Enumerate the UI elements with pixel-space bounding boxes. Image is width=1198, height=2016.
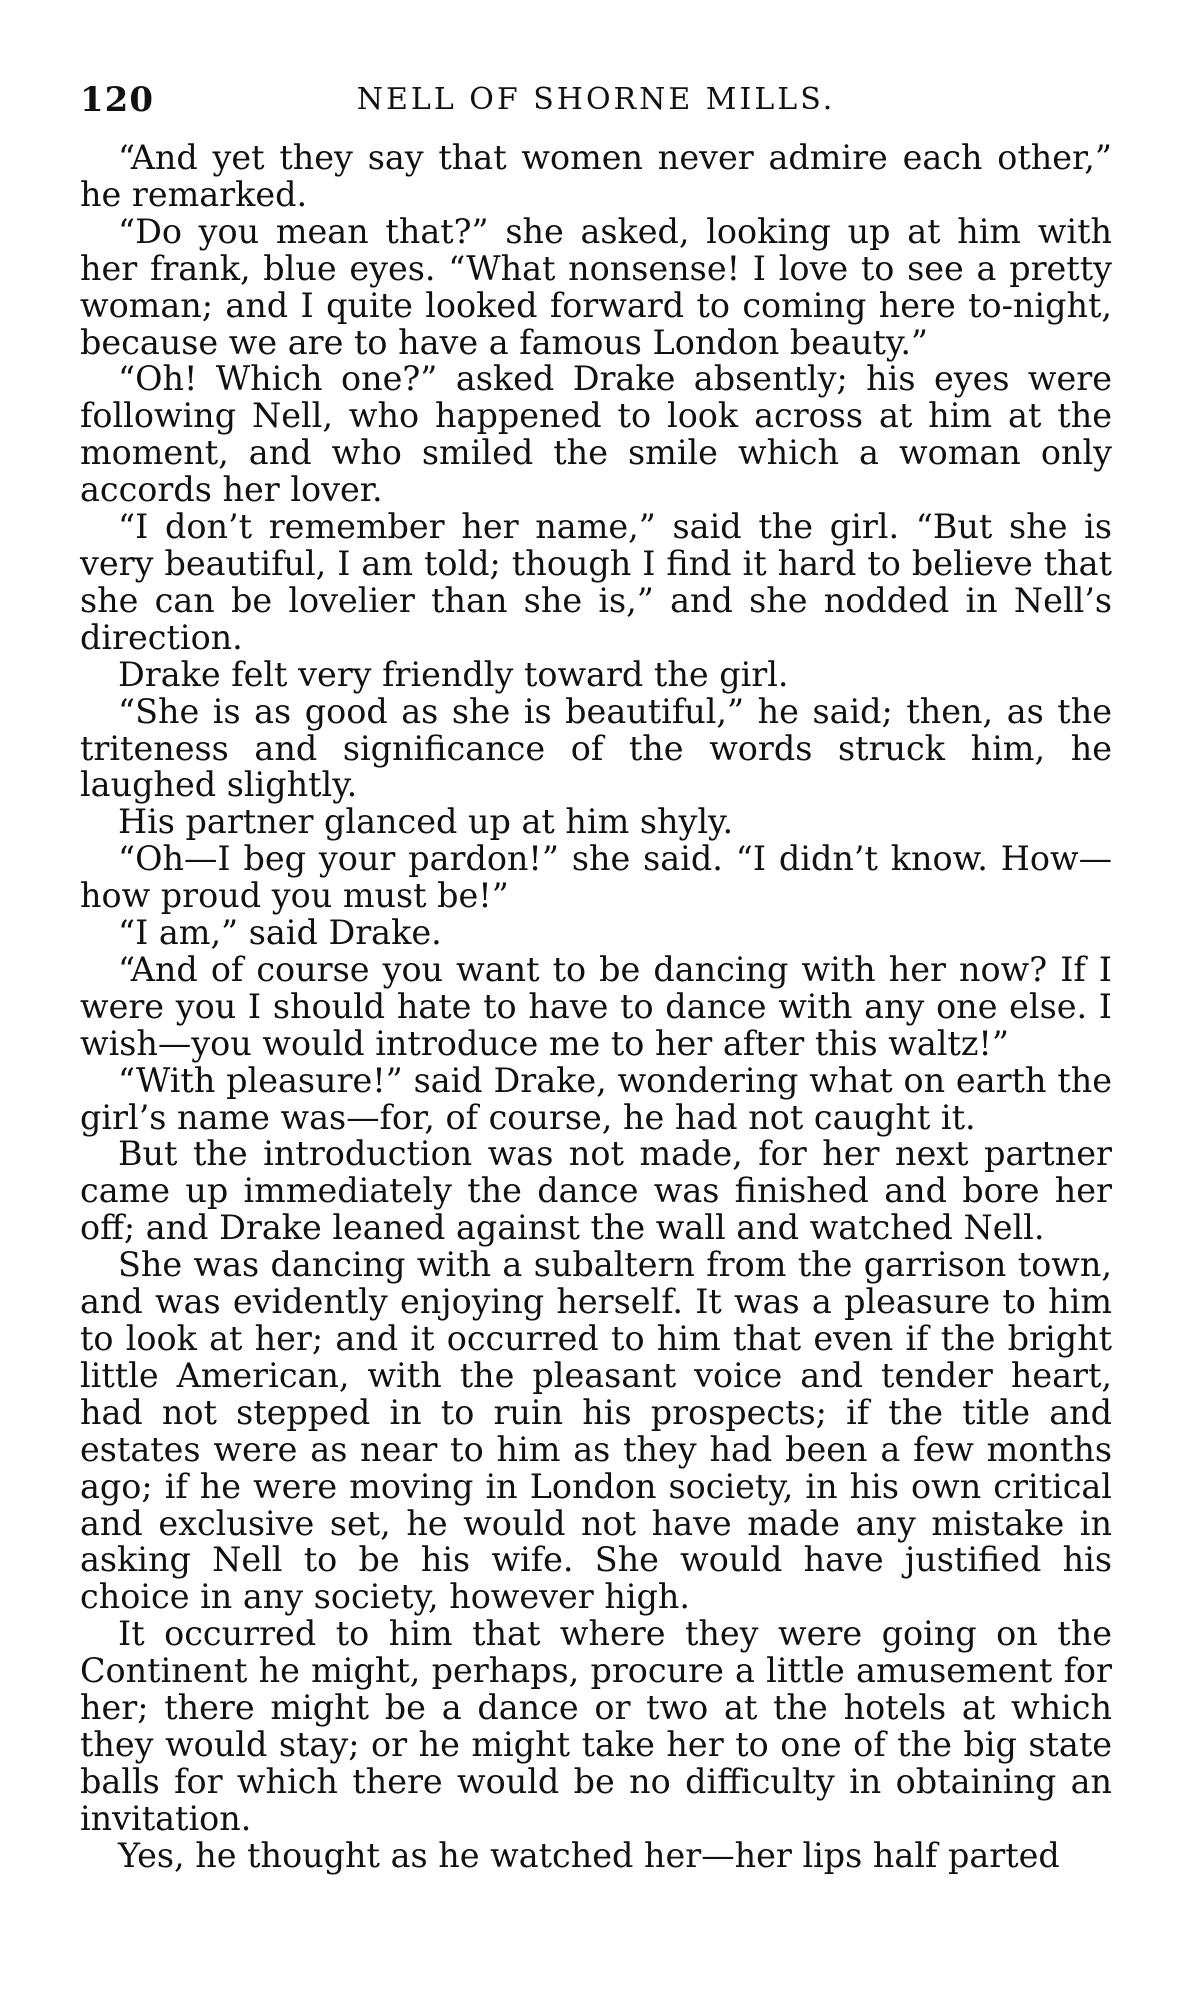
paragraph: “Do you mean that?” she asked, looking up at him with her frank, blue eyes. “What nonsense! I love to see a pretty woman; and I quite looked forward to coming here to-night, because we are to have a famous London beauty.” [80,211,1112,362]
paragraph: “She is as good as she is beautiful,” he said; then, as the triteness and significance of the words struck him, he laughed slightly. [80,691,1112,805]
paragraph: “And of course you want to be dancing with her now? If I were you I should hate to have to dance with any one else. I wish—you would introduce me to her after this waltz!” [80,949,1112,1063]
paragraph: Yes, he thought as he watched her—her lips half parted [118,1835,1060,1875]
page-header [80,80,1112,132]
paragraph: “Oh—I beg your pardon!” she said. “I didn’t know. How—how proud you must be!” [80,839,1112,916]
paragraph: “I am,” said Drake. [118,913,442,953]
paragraph: But the introduction was not made, for her next partner came up immediately the dance was finished and bore her off; and Drake leaned against the wall and watched Nell. [80,1134,1112,1248]
page-number: 120 [80,80,154,120]
body-text [80,140,1112,1875]
paragraph: “I don’t remember her name,” said the girl. “But she is very beautiful, I am told; though I find it hard to believe that she can be lovelier than she is,” and she nodded in Nell’s direction. [80,507,1112,657]
paragraph: It occurred to him that where they were going on the Continent he might, perhaps, procure a little amusement for her; there might be a dance or two at the hotels at which they would stay; or he might take her to one of the big state balls for which there would be no difficulty in obtaining an invitation. [80,1614,1112,1838]
book-page [80,80,1112,1875]
paragraph: Drake felt very friendly toward the girl. [118,654,789,694]
paragraph: His partner glanced up at him shyly. [118,802,734,842]
running-title: NELL OF SHORNE MILLS. [356,82,836,117]
paragraph: She was dancing with a subaltern from the garrison town, and was evidently enjoying herself. It was a pleasure to him to look at her; and it occurred to him that even if the bright little American, with the pleasant voice and tender heart, had not stepped in to ruin his prospects; if the title and estates were as near to him as they had been a few months ago; if he were moving in London society, in his own critical and exclusive set, he would not have made any mistake in asking Nell to be his wife. She would have justified his choice in any society, however high. [80,1245,1112,1617]
paragraph: “With pleasure!” said Drake, wondering what on earth the girl’s name was—for, of course, he had not caught it. [80,1060,1112,1137]
paragraph: “Oh! Which one?” asked Drake absently; his eyes were following Nell, who happened to look across at him at the moment, and who smiled the smile which a woman only accords her lover. [80,359,1112,510]
paragraph: “And yet they say that women never admire each other,” he remarked. [80,138,1112,214]
